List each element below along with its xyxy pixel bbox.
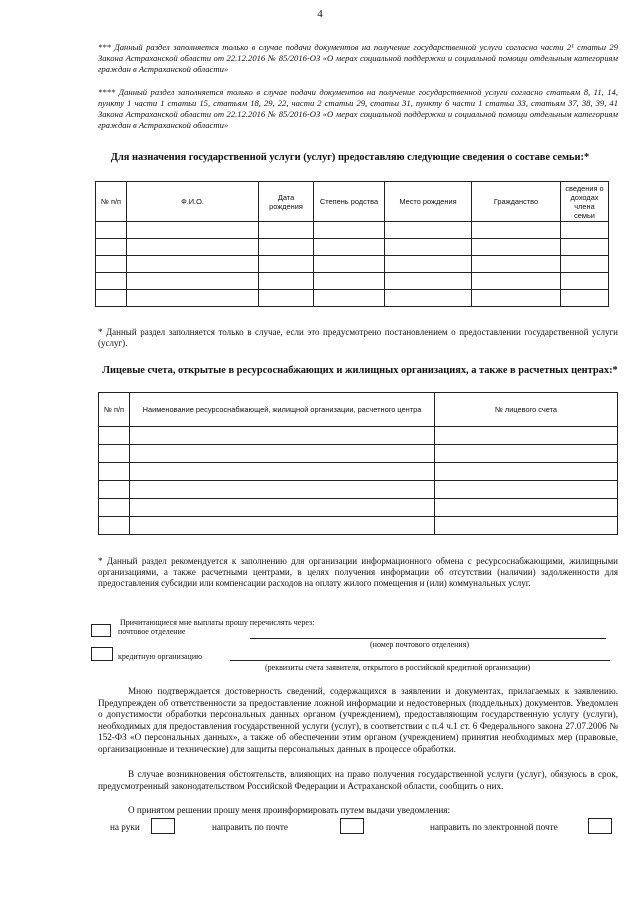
- post-office-label: почтовое отделение: [118, 627, 186, 636]
- accounts-col-org: Наименование ресурсоснабжающей, жилищной организации, расчетного центра: [130, 393, 435, 427]
- family-col-birthplace: Место рождения: [385, 182, 472, 222]
- family-col-num: № п/п: [96, 182, 127, 222]
- family-col-citizenship: Гражданство: [472, 182, 561, 222]
- family-table: [95, 181, 609, 307]
- declaration-paragraph-3: О принятом решении прошу меня проинформировать путем выдачи уведомления:: [128, 805, 451, 815]
- family-col-income: сведения о доходах члена семьи: [561, 182, 609, 222]
- family-col-birthdate: Дата рождения: [259, 182, 314, 222]
- accounts-col-num: № п/п: [99, 393, 130, 427]
- notify-post-checkbox[interactable]: [340, 818, 364, 834]
- footnote-4: **** Данный раздел заполняется только в случае подачи документов на получение государственной услуги согласно статьям 8, 11, 14, пункту 1 части 1 статьи 15, статьям 18, 29, 22, части 2 статьи 29, статьи 31, пункту 6 части 1 статьи 33, статьям 37, 38, 39, 41 Закона Астраханской области от 22.12.2016 № 85/2016-ОЗ «О мерах социальной поддержки и социальной помощи отдельным категориям граждан в Астраханской области»: [98, 87, 618, 130]
- declaration-paragraph-2: В случае возникновения обстоятельств, влияющих на право получения государственной услуги (услуг), обязуюсь в срок, предусмотренный законодательством Российской Федерации и Астраханской области, сообщить о них.: [98, 769, 618, 791]
- family-note: * Данный раздел заполняется только в случае, если это предусмотрено постановлением о предоставлении государственной услуги (услуг).: [98, 327, 618, 348]
- accounts-col-account: № лицевого счета: [435, 393, 618, 427]
- table-row: [96, 222, 609, 239]
- table-row: [99, 481, 618, 499]
- notify-email-checkbox[interactable]: [588, 818, 612, 834]
- family-col-name: Ф.И.О.: [127, 182, 259, 222]
- table-row: [99, 499, 618, 517]
- footnote-3: *** Данный раздел заполняется только в случае подачи документов на получение государственной услуги согласно части 2¹ статьи 29 Закона Астраханской области от 22.12.2016 № 85/2016-ОЗ «О мерах социальной поддержки и социальной помощи отдельным категориям граждан в Астраханской области»: [98, 42, 618, 74]
- notify-hand-label: на руки: [110, 822, 140, 832]
- table-row: [96, 256, 609, 273]
- table-row: [99, 463, 618, 481]
- table-row: [96, 239, 609, 256]
- post-office-number-field[interactable]: [250, 638, 606, 639]
- credit-org-checkbox[interactable]: [91, 647, 113, 661]
- table-row: [99, 427, 618, 445]
- payment-intro: Причитающиеся мне выплаты прошу перечислять через:: [120, 618, 315, 627]
- post-office-checkbox[interactable]: [91, 624, 111, 637]
- table-row: [96, 290, 609, 307]
- table-row: [99, 445, 618, 463]
- family-section-title: Для назначения государственной услуги (услуг) предоставляю следующие сведения о составе семьи:*: [110, 152, 590, 163]
- table-row: [99, 517, 618, 535]
- accounts-table: [98, 392, 618, 535]
- notify-hand-checkbox[interactable]: [151, 818, 175, 834]
- accounts-section-title: Лицевые счета, открытые в ресурсоснабжающих и жилищных организациях, а также в расчетных центрах:*: [102, 365, 618, 376]
- page-number: 4: [317, 8, 323, 20]
- credit-org-caption: (реквизиты счета заявителя, открытого в российской кредитной организации): [265, 663, 531, 672]
- table-row: [96, 273, 609, 290]
- post-office-caption: (номер почтового отделения): [370, 640, 470, 649]
- credit-org-label: кредитную организацию: [118, 652, 203, 661]
- declaration-paragraph-1: Мною подтверждается достоверность сведений, содержащихся в заявлении и документах, прилагаемых к заявлению. Предупрежден об ответственности за предоставление ложной информации и недостоверных (поддельных) документов. Уведомлен о допустимости обработки персональных данных органом (учреждением), предоставляющим государственную услугу (услуги), необходимых для предоставления государственной услуги (услуг), в соответствии с п.4 ч.1 ст. 6 Федерального закона 27.07.2006 № 152-ФЗ «О персональных данных», а также об обеспечении этим органом (учреждением) принятия необходимых мер (правовые, организационные и технические) для защиты персональных данных в процессе обработки.: [98, 686, 618, 754]
- credit-org-details-field[interactable]: [230, 660, 610, 661]
- accounts-note: * Данный раздел рекомендуется к заполнению для организации информационного обмена с ресурсоснабжающими, жилищными организациями, а также расчетными центрами, в целях получения информации об отсутствии (наличии) задолженности для предоставления субсидии или компенсации расходов на оплату жилого помещения и (или) коммунальных услуг.: [98, 556, 618, 588]
- notify-post-label: направить по почте: [212, 822, 289, 832]
- family-col-relation: Степень родства: [314, 182, 385, 222]
- notify-email-label: направить по электронной почте: [430, 822, 558, 832]
